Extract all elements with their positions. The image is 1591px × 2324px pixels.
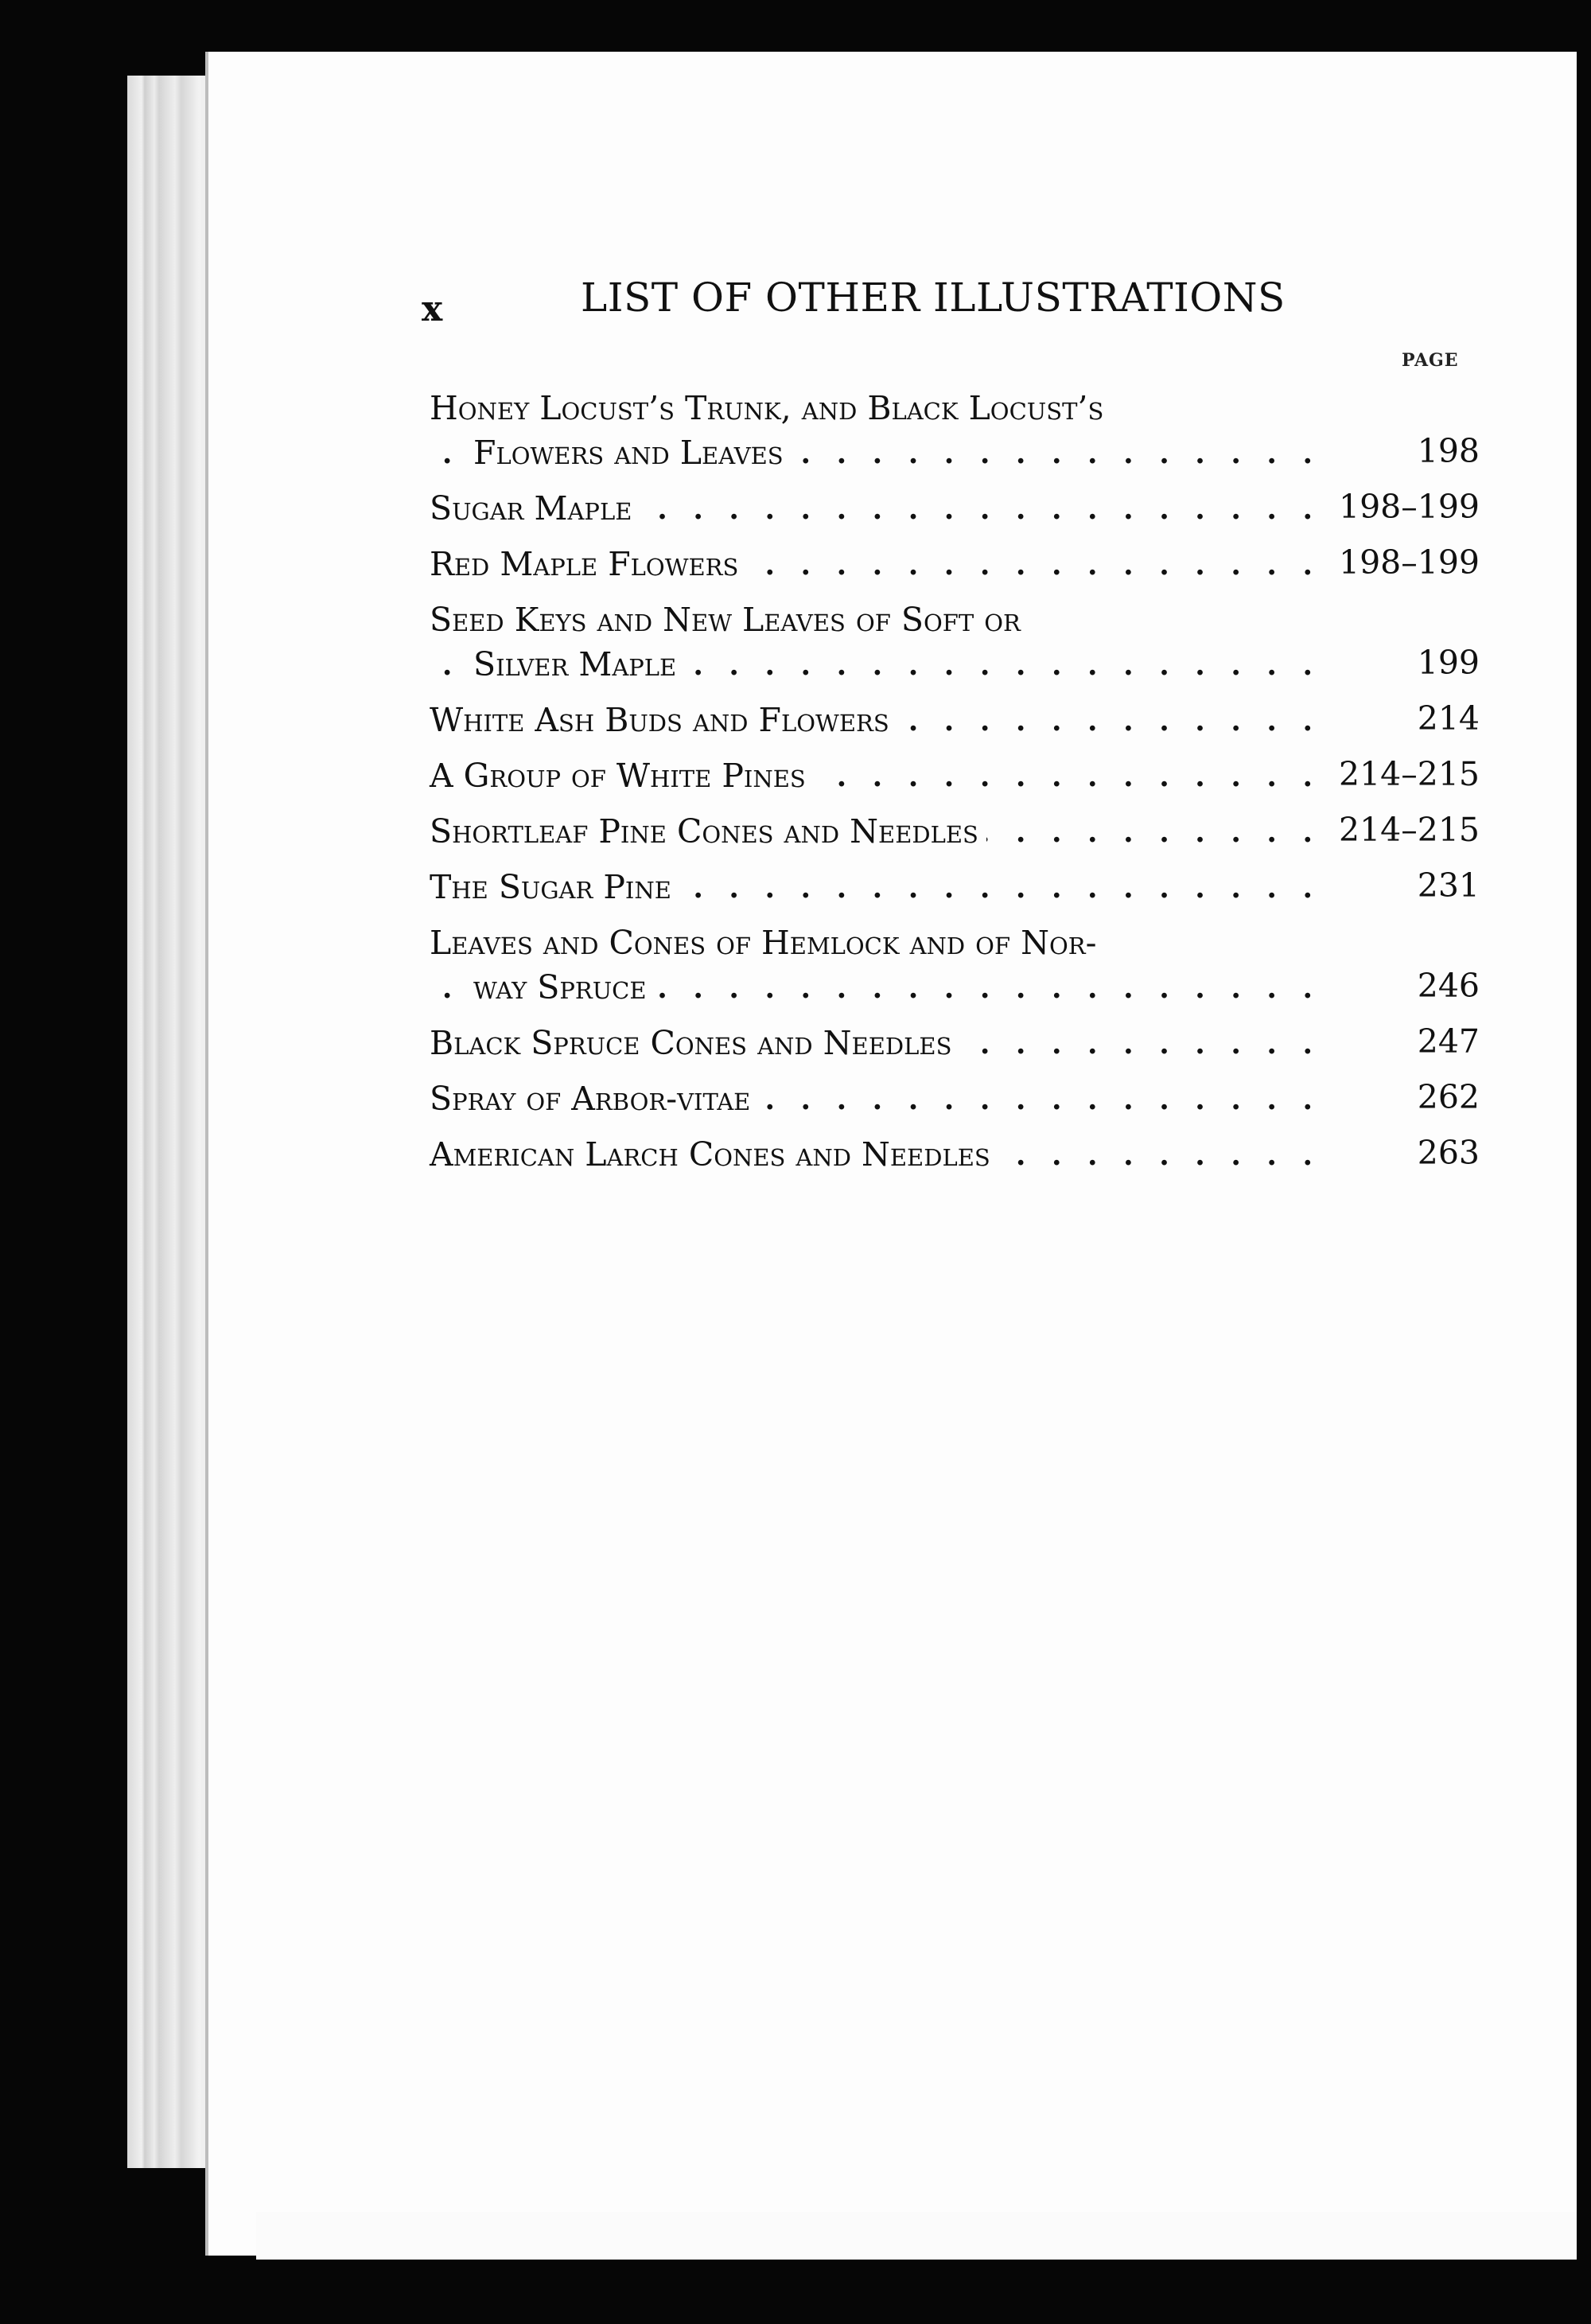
list-item [430, 1132, 1480, 1177]
entry-title-line: A Group of White Pines [430, 757, 814, 795]
page-bottom-edge [256, 2212, 1577, 2260]
entry-title-line: Sugar Maple [430, 489, 640, 527]
entry-title-line: Silver Maple [473, 645, 684, 683]
entry-title-line: American Larch Cones and Needles [430, 1135, 998, 1174]
entry-page-number: 246 [1417, 967, 1480, 1005]
entry-title-line: way Spruce [473, 968, 655, 1006]
entry-page-number: 214–215 [1338, 755, 1480, 793]
entry-page-number: 198–199 [1338, 543, 1480, 582]
list-item [430, 386, 1480, 475]
entry-page-number: 198–199 [1338, 488, 1480, 526]
entry-title-line: The Sugar Pine [430, 868, 679, 906]
page-column-label: PAGE [1402, 350, 1459, 371]
list-item [430, 1021, 1480, 1065]
entry-title-line: Shortleaf Pine Cones and Needles [430, 812, 986, 851]
entry-page-number: 262 [1417, 1078, 1480, 1116]
entry-title-line: Red Maple Flowers [430, 545, 746, 583]
entry-title-line: Black Spruce Cones and Needles [430, 1024, 959, 1062]
entry-title-line: Seed Keys and New Leaves of Soft or [430, 601, 1029, 639]
list-item [430, 698, 1480, 742]
folio-number: x [422, 289, 443, 329]
entry-title-line: Spray of Arbor-vitae [430, 1080, 758, 1118]
list-item [430, 542, 1480, 586]
list-item [430, 598, 1480, 687]
entry-page-number: 214 [1417, 699, 1480, 738]
entry-title-line: Leaves and Cones of Hemlock and of Nor- [430, 924, 1104, 962]
entry-page-number: 214–215 [1338, 811, 1480, 849]
illustration-list [430, 386, 1480, 1188]
entry-page-number: 198 [1417, 432, 1480, 470]
entry-title-line: Honey Locust’s Trunk, and Black Locust’s [430, 389, 1111, 427]
entry-page-number: 199 [1417, 644, 1480, 682]
entry-page-number: 247 [1417, 1022, 1480, 1061]
list-item [430, 753, 1480, 798]
list-item [430, 1076, 1480, 1121]
list-item [430, 921, 1480, 1010]
running-header [422, 274, 1464, 338]
entry-page-number: 231 [1417, 866, 1480, 905]
entry-title-line: White Ash Buds and Flowers [430, 701, 897, 739]
list-item [430, 486, 1480, 531]
list-item [430, 865, 1480, 909]
page-title: LIST OF OTHER ILLUSTRATIONS [581, 274, 1286, 321]
entry-title-line: Flowers and Leaves [473, 434, 792, 472]
entry-page-number: 263 [1417, 1134, 1480, 1172]
list-item [430, 809, 1480, 854]
